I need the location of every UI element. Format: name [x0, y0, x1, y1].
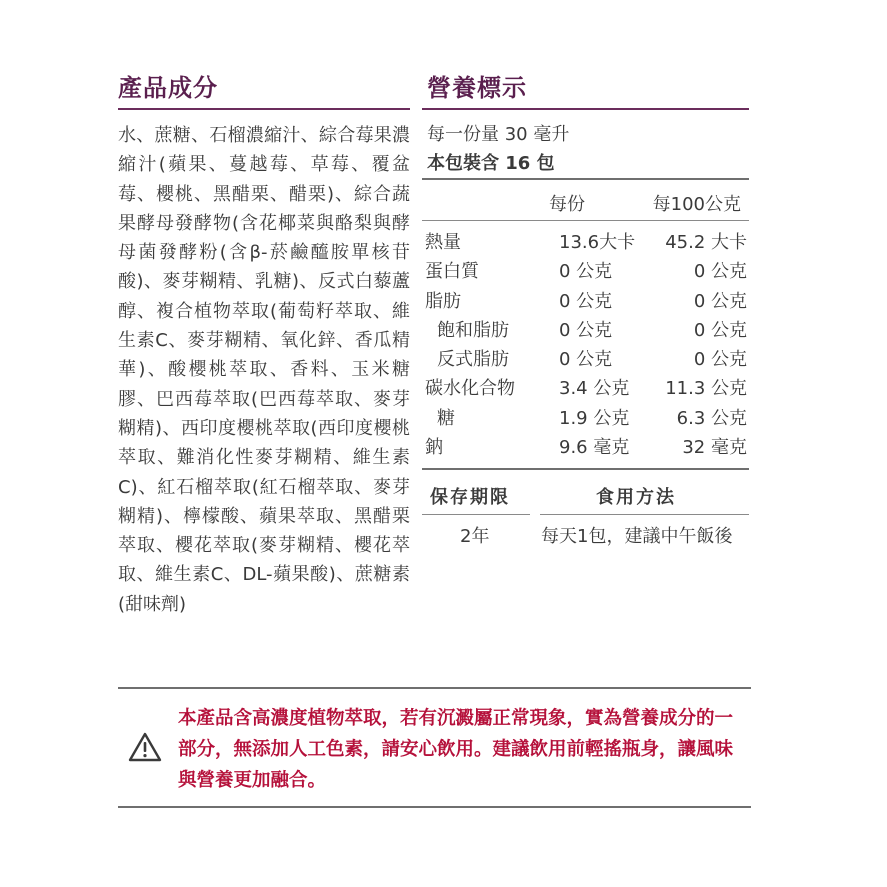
warning-triangle-icon	[128, 732, 162, 762]
table-row	[425, 404, 747, 433]
table-row	[425, 345, 747, 374]
table-row	[425, 316, 747, 345]
shelf-life-rule	[422, 514, 530, 515]
warning-text: 本產品含高濃度植物萃取，若有沉澱屬正常現象，實為營養成分的一部分，無添加人工色素，請安心飲用。建議飲用前輕搖瓶身，讓風味與營養更加融合。	[178, 708, 734, 791]
nutrient-name: 糖	[437, 407, 455, 429]
nutrient-per-serving: 3.4 公克	[559, 378, 630, 400]
col-per-100: 每100公克	[652, 194, 741, 215]
nutrition-rule-bottom	[422, 468, 749, 470]
nutrient-per-100: 45.2 大卡	[665, 232, 747, 253]
nutrient-per-100: 0 公克	[693, 319, 747, 341]
table-row	[425, 287, 747, 316]
nutrient-per-serving: 0 公克	[559, 261, 613, 283]
nutrition-table	[425, 228, 747, 462]
ingredients-heading: 產品成分	[118, 74, 218, 102]
table-row	[425, 228, 747, 257]
nutrient-name: 熱量	[425, 232, 461, 253]
nutrient-per-serving: 1.9 公克	[559, 407, 630, 429]
serving-size: 每一份量 30 毫升	[427, 124, 570, 145]
nutrient-per-serving: 0 公克	[559, 349, 613, 371]
nutrition-rule-top	[422, 178, 749, 180]
servings-per-pack: 本包裝含 16 包	[427, 153, 555, 174]
nutrition-rule-mid	[422, 220, 749, 221]
nutrient-name: 鈉	[425, 437, 443, 459]
nutrition-heading: 營養標示	[427, 74, 527, 102]
ingredients-text: 水、蔗糖、石榴濃縮汁、綜合莓果濃縮汁(蘋果、蔓越莓、草莓、覆盆莓、櫻桃、黑醋栗、醋栗)、綜合蔬果酵母發酵物(含花椰菜與酪梨與酵母菌發酵粉(含β-菸鹼醯胺單核苷酸)、麥芽糊精、乳糖)、反式白藜蘆醇、複合植物萃取(葡萄籽萃取、維生素C、麥芽糊精、氧化鋅、香瓜精華)、酸櫻桃萃取、香料、玉米糖膠、巴西莓萃取(巴西莓萃取、麥芽糊精)、西印度櫻桃萃取(西印度櫻桃萃取、難消化性麥芽糊精、維生素C)、紅石榴萃取(紅石榴萃取、麥芽糊精)、檸檬酸、蘋果萃取、黑醋栗萃取、櫻花萃取(麥芽糊精、櫻花萃取、維生素C、DL-蘋果酸)、蔗糖素(甜味劑)	[118, 125, 410, 615]
nutrient-per-100: 0 公克	[693, 349, 747, 371]
nutrient-name: 飽和脂肪	[437, 319, 509, 341]
warning-rule-bottom	[118, 806, 751, 808]
table-row	[425, 374, 747, 403]
usage-label: 食用方法	[596, 487, 676, 508]
nutrient-name: 反式脂肪	[437, 349, 509, 371]
nutrient-name: 蛋白質	[425, 261, 479, 283]
nutrient-per-serving: 0 公克	[559, 290, 613, 312]
nutrient-per-serving: 13.6大卡	[559, 232, 636, 253]
nutrition-heading-rule	[422, 108, 749, 110]
nutrient-per-serving: 0 公克	[559, 319, 613, 341]
nutrient-name: 碳水化合物	[425, 378, 515, 400]
nutrient-per-serving: 9.6 毫克	[559, 437, 630, 459]
nutrient-per-100: 32 毫克	[682, 437, 747, 459]
table-row	[425, 257, 747, 286]
shelf-life-label: 保存期限	[430, 487, 510, 508]
nutrient-name: 脂肪	[425, 290, 461, 312]
table-row	[425, 433, 747, 462]
nutrient-per-100: 6.3 公克	[676, 407, 747, 429]
usage-rule	[540, 514, 749, 515]
nutrient-per-100: 0 公克	[693, 290, 747, 312]
nutrient-per-100: 0 公克	[693, 261, 747, 283]
warning-rule-top	[118, 687, 751, 689]
col-per-serving: 每份	[549, 194, 585, 215]
nutrient-per-100: 11.3 公克	[665, 378, 747, 400]
usage-value: 每天1包，建議中午飯後	[541, 526, 733, 547]
shelf-life-value: 2年	[460, 526, 490, 547]
ingredients-heading-rule	[118, 108, 410, 110]
